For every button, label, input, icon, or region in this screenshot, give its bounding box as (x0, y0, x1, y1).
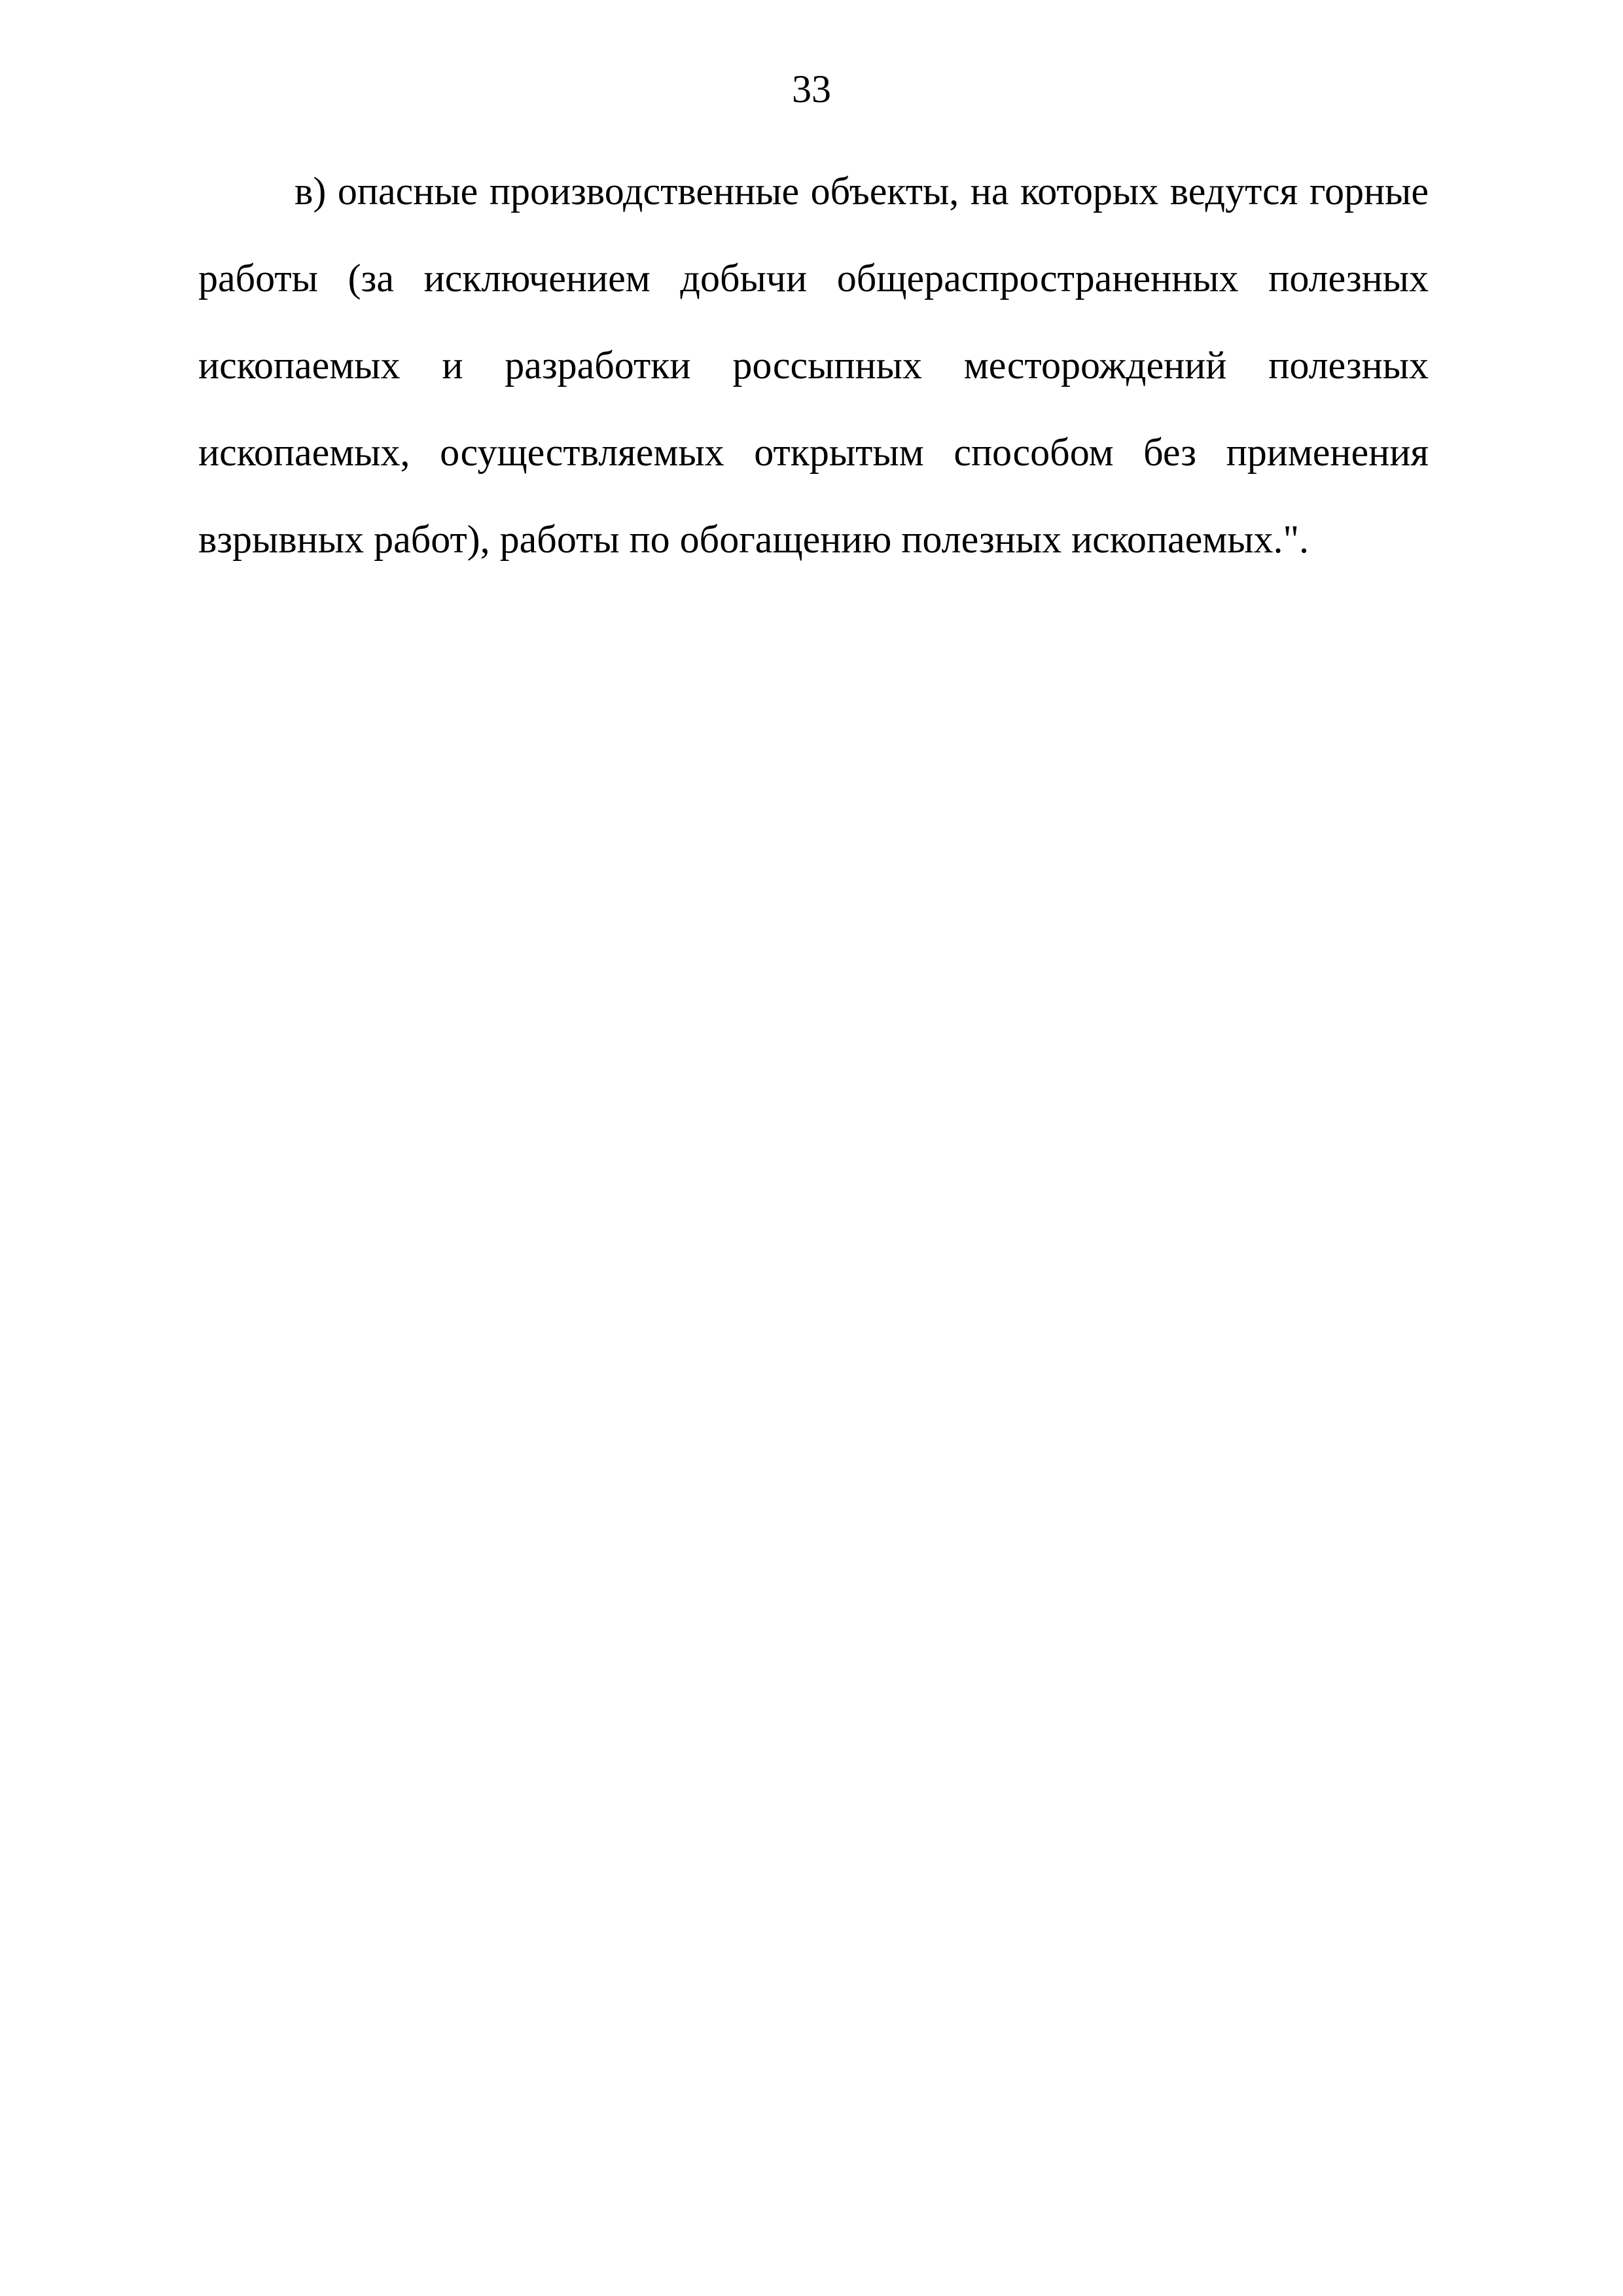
paragraph-line-1: в) опасные производственные объекты, на которых ведутся горные (294, 170, 1429, 213)
paragraph-v (198, 148, 1429, 583)
paragraph-line-4: ископаемых, осуществляемых открытым способом без применения (198, 431, 1429, 474)
paragraph-line-3: ископаемых и разработки россыпных месторождений полезных (198, 344, 1429, 387)
paragraph-line-5: взрывных работ), работы по обогащению полезных ископаемых.". (198, 518, 1310, 561)
paragraph-line-2: работы (за исключением добычи общераспространенных полезных (198, 257, 1429, 300)
page-number: 33 (792, 67, 831, 111)
